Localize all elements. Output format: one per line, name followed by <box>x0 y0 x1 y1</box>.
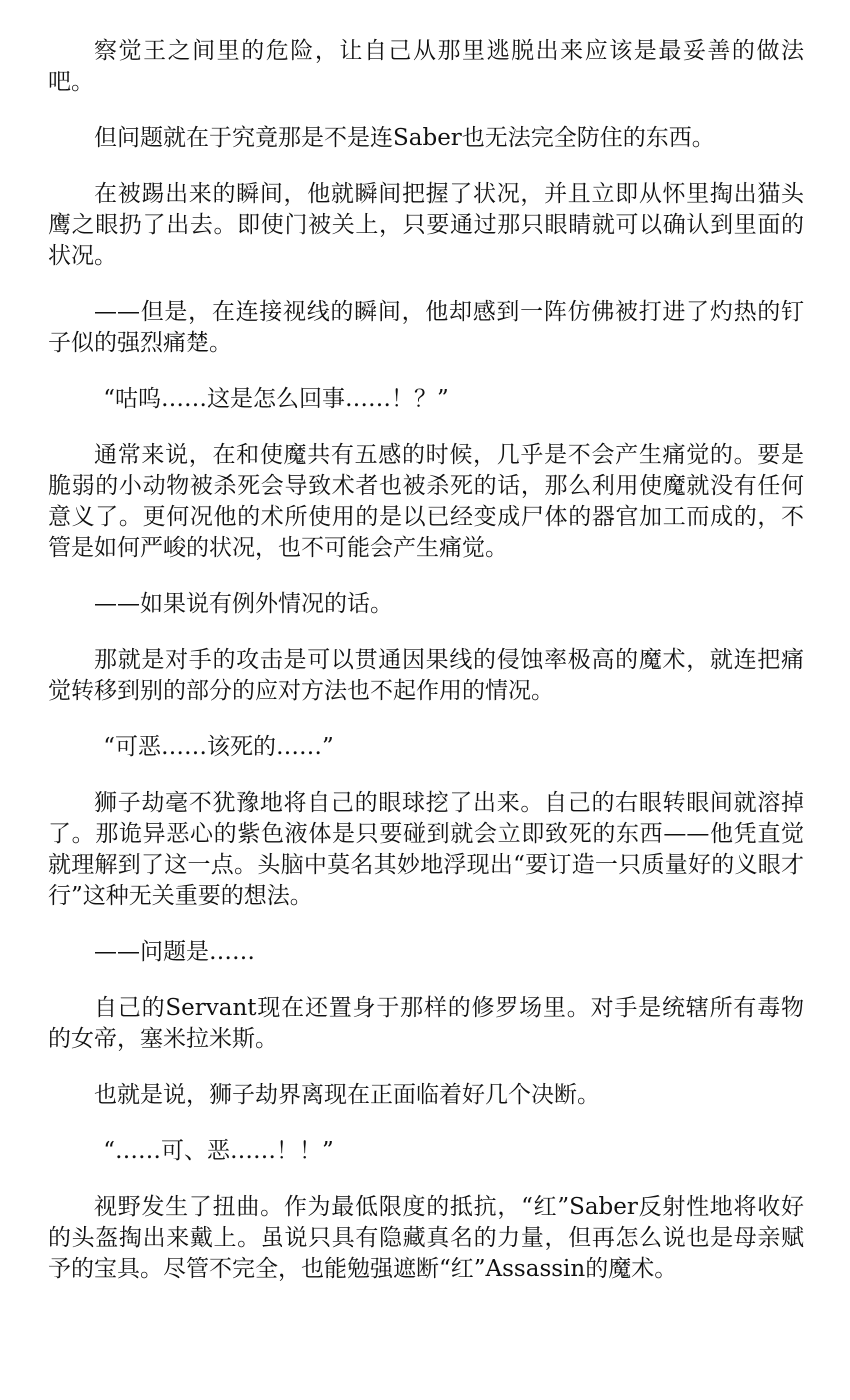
paragraph-8: 那就是对手的攻击是可以贯通因果线的侵蚀率极高的魔术，就连把痛觉转移到别的部分的应对方法也不起作用的情况。 <box>48 647 804 704</box>
paragraph-2: 但问题就在于究竟那是不是连Saber也无法完全防住的东西。 <box>94 125 715 151</box>
paragraph-12: 自己的Servant现在还置身于那样的修罗场里。对手是统辖所有毒物的女帝，塞米拉米斯。 <box>48 995 804 1052</box>
dialogue-line-3: “……可、恶……！！” <box>103 1138 334 1164</box>
paragraph-11: ——问题是…… <box>94 939 255 965</box>
dialogue-line-2: “可恶……该死的……” <box>103 734 334 760</box>
paragraph-3: 在被踢出来的瞬间，他就瞬间把握了状况，并且立即从怀里掏出猫头鹰之眼扔了出去。即使门被关上，只要通过那只眼睛就可以确认到里面的状况。 <box>48 181 804 269</box>
paragraph-10: 狮子劫毫不犹豫地将自己的眼球挖了出来。自己的右眼转眼间就溶掉了。那诡异恶心的紫色液体是只要碰到就会立即致死的东西——他凭直觉就理解到了这一点。头脑中莫名其妙地浮现出“要订造一只质量好的义眼才行”这种无关重要的想法。 <box>48 790 804 909</box>
text-page <box>48 36 804 1310</box>
paragraph-6: 通常来说，在和使魔共有五感的时候，几乎是不会产生痛觉的。要是脆弱的小动物被杀死会导致术者也被杀死的话，那么利用使魔就没有任何意义了。更何况他的术所使用的是以已经变成尸体的器官加工而成的，不管是如何严峻的状况，也不可能会产生痛觉。 <box>48 442 804 561</box>
paragraph-1: 察觉王之间里的危险，让自己从那里逃脱出来应该是最妥善的做法吧。 <box>48 38 804 95</box>
paragraph-13: 也就是说，狮子劫界离现在正面临着好几个决断。 <box>94 1082 600 1108</box>
paragraph-4: ——但是，在连接视线的瞬间，他却感到一阵仿佛被打进了灼热的钉子似的强烈痛楚。 <box>48 299 804 356</box>
paragraph-7: ——如果说有例外情况的话。 <box>94 591 393 617</box>
paragraph-15: 视野发生了扭曲。作为最低限度的抵抗，“红”Saber反射性地将收好的头盔掏出来戴上。虽说只具有隐藏真名的力量，但再怎么说也是母亲赋予的宝具。尽管不完全，也能勉强遮断“红”Assassin的魔术。 <box>48 1194 804 1282</box>
dialogue-line-1: “咕呜……这是怎么回事……！？” <box>103 386 449 412</box>
